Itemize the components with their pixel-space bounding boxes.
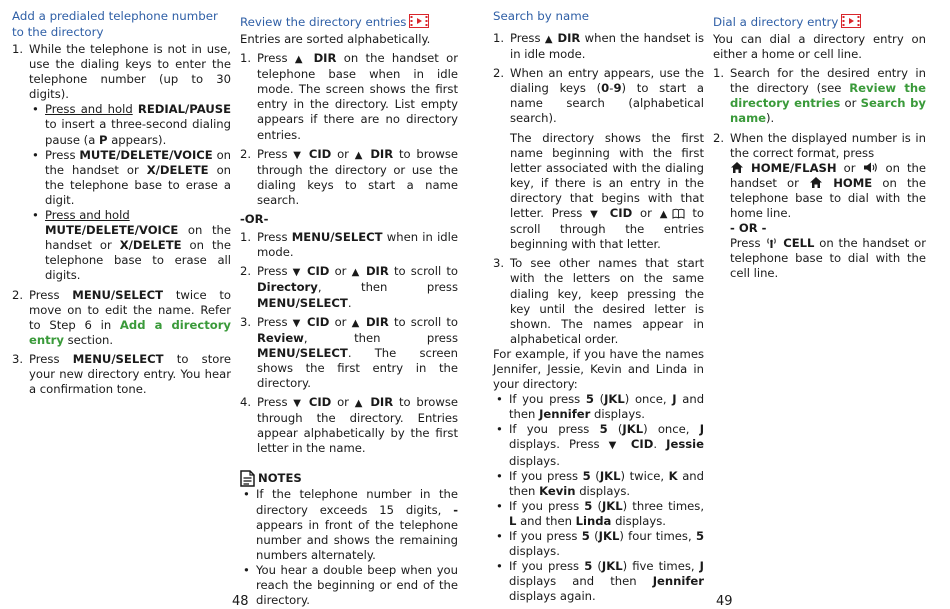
key-name: MENU/SELECT (257, 295, 348, 310)
step-text: on the handset or (730, 160, 927, 190)
down-arrow-icon: ▼ (608, 440, 622, 452)
example-5 (493, 529, 704, 559)
key-name: 5 (599, 422, 608, 437)
or-label: -OR- (240, 212, 269, 227)
key-name: CID (609, 206, 633, 221)
page-number-right: 49 (716, 594, 733, 609)
up-arrow-icon: ▲ (294, 54, 307, 66)
example-2 (493, 422, 704, 468)
key-name: JKL (622, 422, 644, 437)
step-text: To see other names that start with the letters on the same dialing key, keep pressing the key until the desired letter is shown. The names appear in alphabetical order. (510, 256, 704, 346)
letter: 5 (695, 529, 705, 543)
up-arrow-icon: ▲ (544, 34, 554, 45)
section-title-add-predialed: Add a predialed telephone number to the directory (12, 9, 218, 39)
step-1: 1. Search for the desired entry in the directory (see Review the directory entries or Search by name). (713, 66, 926, 126)
ex-text: and then (520, 513, 572, 528)
cell-instruction (730, 236, 926, 281)
cell-icon (765, 237, 778, 249)
ex-text: ( (595, 468, 600, 483)
section-title-text: Review the directory entries (240, 15, 407, 29)
step-text: to browse through the directory or use the dialing keys to start a name search. (257, 146, 459, 207)
step-text: to scroll to (393, 314, 459, 329)
ex-text: displays. (579, 483, 631, 498)
ex-text: ) three times, (622, 498, 705, 513)
key-name: DIR (557, 31, 581, 45)
step-text: , then press (317, 280, 458, 295)
review-alt-steps (240, 230, 458, 456)
phonebook-icon (672, 208, 685, 219)
step-text: . The screen shows the first entry in the directory. (257, 345, 458, 390)
note-2 (240, 563, 458, 608)
down-arrow-icon: ▼ (293, 398, 304, 410)
ex-text: and then (509, 392, 705, 422)
key-name: CID (306, 264, 330, 279)
key-name: HOME/FLASH (751, 160, 837, 175)
step-text: When an entry appears, use the dialing keys ( (510, 66, 704, 96)
step-text: or (337, 395, 349, 410)
step-text: on the telephone base to dial with the home line. (730, 175, 927, 221)
note-1 (240, 487, 458, 562)
notes-heading (240, 470, 458, 487)
step-text: on the handset or telephone base when in idle mode. The screen shows the first entry in the directory. List empty appears if there are no directory entries. (257, 51, 459, 142)
house-icon (809, 176, 823, 189)
film-icon (841, 14, 861, 28)
ex-text: ( (597, 559, 602, 574)
or-label: - OR - (730, 221, 767, 236)
step-2: 2. Press MENU/SELECT twice to move on to edit the name. Refer to Step 6 in Add a directory entry section. (12, 287, 232, 347)
ex-text: ) five times, (622, 559, 695, 574)
step-text: Search for the desired entry in the directory (see (730, 66, 926, 96)
step-text: or (843, 160, 856, 175)
step-text: when in idle mode. (257, 230, 459, 260)
search-by-name-link[interactable]: Search by name (730, 96, 926, 126)
ex-text: If you press (509, 498, 580, 513)
ex-text: ) once, (643, 422, 690, 437)
dial-steps (713, 66, 926, 281)
step-1: 1. Press ▲ DIR on the handset or telephone base when in idle mode. The screen shows the first entry in the directory. List empty appears if there are no directory entries. (240, 51, 459, 142)
key-name: CID (630, 437, 654, 452)
letter: J (699, 559, 704, 574)
key-name: MUTE/DELETE/VOICE (79, 147, 213, 162)
key-name: MENU/SELECT (72, 287, 164, 302)
step-text: , then press (303, 330, 458, 345)
section-title-search: Search by name (493, 9, 589, 23)
section-title-dial (713, 14, 926, 30)
key-name: X/DELETE (119, 238, 182, 253)
letter: K (668, 468, 678, 483)
example-3 (493, 469, 704, 499)
bullet-text: on the telephone base to erase all digits. (45, 238, 231, 283)
step-text: - (609, 81, 614, 96)
example-intro: For example, if you have the names Jennifer, Jessie, Kevin and Linda in your directory: (493, 346, 704, 392)
key-name: 5 (582, 468, 591, 483)
bullet-erase-all (29, 208, 231, 283)
ex-text: If you press (509, 468, 579, 483)
contact-name: Jennifer (652, 574, 705, 589)
step-text: Press (257, 230, 288, 245)
note-text: You hear a double beep when you reach the beginning or end of the directory. (256, 562, 458, 608)
key-name: P (99, 132, 108, 147)
key-name: HOME (833, 175, 873, 190)
ex-text: ) once, (624, 392, 667, 407)
step-text: or (334, 314, 347, 329)
ex-text: . (653, 437, 658, 452)
ex-text: ( (597, 498, 602, 513)
step-text: on the handset or telephone base to dial with the cell line. (730, 236, 926, 281)
bullet-erase-digit (29, 148, 231, 208)
page-number-left: 48 (232, 594, 249, 609)
review-entries-link[interactable]: Review the directory entries (730, 81, 926, 111)
key-name: JKL (601, 559, 623, 574)
dash-symbol: - (453, 502, 459, 517)
ex-text: displays again. (509, 589, 596, 604)
key-name: JKL (601, 498, 623, 513)
contact-name: Jessie (666, 437, 704, 452)
step-text: twice to move on to edit the name. Refer to Step 6 in (29, 287, 232, 332)
bullet-text: on the handset or (45, 223, 232, 253)
speaker-icon (863, 161, 879, 174)
up-arrow-icon: ▲ (354, 149, 365, 161)
notes-label: NOTES (258, 471, 302, 486)
step-text: to scroll to (393, 264, 459, 279)
step-3: 3. To see other names that start with the letters on the same dialing key, keep pressing the key until the desired letter is shown. The names appear in alphabetical order. (493, 256, 704, 346)
step-text: Press (257, 264, 288, 279)
ex-text: ( (594, 529, 599, 543)
key-name: DIR (370, 395, 394, 410)
step-text: Press (257, 314, 288, 329)
key-name: 5 (584, 498, 593, 513)
key-name: CELL (783, 236, 815, 251)
letter: J (672, 392, 677, 407)
column-dial (713, 14, 926, 286)
review-steps (240, 51, 458, 208)
key-name: JKL (604, 392, 625, 407)
key-name: MUTE/DELETE/VOICE (45, 223, 179, 238)
key-name: JKL (599, 468, 621, 483)
contact-name: Jennifer (539, 407, 591, 422)
key-name: REDIAL/PAUSE (137, 102, 232, 117)
ex-text: displays and then (509, 574, 637, 589)
alt-step-2: 2. Press ▼ CID or ▲ DIR to scroll to Directory, then press MENU/SELECT. (240, 264, 459, 310)
bullet-text: appears). (111, 132, 167, 147)
ex-text: If you press (509, 422, 590, 437)
example-list (493, 392, 704, 604)
down-arrow-icon: ▼ (590, 209, 602, 221)
down-arrow-icon: ▼ (292, 267, 302, 279)
key-name: CID (306, 314, 330, 329)
menu-item-name: Review (257, 330, 304, 345)
key-name: MENU/SELECT (72, 351, 164, 366)
step-2: 2. When an entry appears, use the dialing keys (0-9) to start a name search (alphabetical search). The directory shows the first name beginning with the first letter associated with the dialing key, if there is an entry in the directory that begins with that letter. Press ▼ CID or ▲ to scroll through the entries beginning with that letter. (493, 66, 704, 252)
ex-text: ) four times, (619, 529, 692, 543)
add-entry-link[interactable]: Add a directory entry (29, 317, 231, 347)
step-text: Press (510, 31, 541, 45)
notes-list (240, 487, 458, 608)
notes-icon (240, 470, 255, 487)
step-2: 2. When the displayed number is in the correct format, press HOME/FLASH or on the handset or HOME on the telephone base to dial with the home line. - OR - Press CELL on the handset or telephone base to dial with the cell line. (713, 130, 927, 281)
key-name: DIR (370, 146, 394, 161)
para-text: to scroll through the entries beginning with that letter. (510, 206, 704, 252)
down-arrow-icon: ▼ (293, 149, 304, 161)
step-text: to store your new directory entry. You hear a confirmation tone. (29, 351, 231, 397)
ex-text: ( (599, 392, 605, 407)
para-text: The directory shows the first name beginning with the first letter associated with the dialing key, if there is an entry in the directory that begins with that letter. Press (510, 130, 704, 221)
up-arrow-icon: ▲ (659, 209, 672, 221)
ex-text: displays. Press (509, 437, 600, 452)
step-1: 1. Press ▲ DIR when the handset is in idle mode. (493, 31, 705, 62)
bullet-text: Press (45, 147, 76, 162)
add-predialed-steps (12, 42, 231, 397)
step-text: . (347, 295, 352, 310)
alt-step-3: 3. Press ▼ CID or ▲ DIR to scroll to Review, then press MENU/SELECT. The screen shows the first entry in the directory. (240, 314, 459, 390)
dial-intro: You can dial a directory entry on either a home or cell line. (713, 32, 926, 62)
column-review (240, 14, 458, 608)
letter: J (699, 422, 705, 437)
step-text: when the handset is in idle mode. (510, 31, 705, 62)
step-1: 1. While the telephone is not in use, use the dialing keys to enter the telephone number (up to 30 digits). • Press and hold REDIAL/PAUSE to insert a three-second dialing pause (a P appears). • Press MUTE/DELETE/VOICE on the handset or X/DELETE on the telephone base to erase a digit. • Press and hold MUTE/DELETE/VOICE on the handset or X/DELETE on the telephone base to erase all digits. (12, 42, 231, 284)
menu-item-name: Directory (257, 280, 318, 295)
key-name: CID (308, 146, 332, 161)
step-text: ) to start a name search (alphabetical search). (510, 81, 704, 126)
example-1 (493, 392, 704, 422)
key-name: 9 (613, 81, 622, 96)
step-text: ). (766, 111, 775, 126)
up-arrow-icon: ▲ (354, 398, 365, 410)
contact-name: Kevin (539, 483, 576, 498)
bullet-text: Press and hold (45, 102, 133, 117)
step-text: Press (730, 236, 761, 251)
column-search (493, 8, 704, 604)
step-text: section. (67, 332, 114, 347)
alt-step-4: 4. Press ▼ CID or ▲ DIR to browse through the directory. Entries appear alphabetically by the first letter in the name. (240, 395, 459, 456)
column-add-predialed (12, 8, 231, 401)
search-steps (493, 31, 704, 347)
ex-text: If you press (509, 529, 578, 543)
house-icon (730, 161, 744, 174)
key-name: JKL (598, 529, 620, 543)
note-text: If the telephone number in the directory exceeds 15 digits, (256, 487, 458, 517)
key-name: MENU/SELECT (257, 345, 348, 360)
step-text: While the telephone is not in use, use the dialing keys to enter the telephone number (up to 30 digits). (29, 42, 231, 102)
key-name: DIR (313, 51, 337, 66)
bullet-text: on the telephone base to erase a digit. (45, 162, 232, 207)
search-paragraph (510, 131, 704, 253)
step-2: 2. Press ▼ CID or ▲ DIR to browse through the directory or use the dialing keys to start a name search. (240, 146, 459, 207)
ex-text: displays. (594, 407, 645, 422)
ex-text: ) twice, (620, 468, 665, 483)
step-text: Press (257, 146, 288, 161)
contact-name: Linda (575, 513, 612, 528)
letter: L (509, 513, 517, 528)
example-4 (493, 499, 704, 529)
step-text: to browse through the directory. Entries appear alphabetically by the first letter in the name. (257, 395, 459, 456)
key-name: DIR (365, 264, 389, 279)
ex-text: displays. (509, 453, 560, 468)
key-name: MENU/SELECT (291, 230, 383, 245)
ex-text: displays. (509, 544, 560, 559)
step-text: Press (29, 351, 60, 366)
up-arrow-icon: ▲ (351, 317, 361, 329)
up-arrow-icon: ▲ (351, 267, 361, 279)
alt-step-1: 1. Press MENU/SELECT when in idle mode. (240, 230, 459, 260)
step-text: Press (257, 51, 288, 66)
step-text: or (337, 146, 349, 161)
key-name: 0 (601, 81, 610, 96)
bullet-pause (29, 102, 231, 147)
ex-text: ( (617, 422, 623, 437)
bullet-text: Press and hold (45, 208, 130, 223)
key-name: X/DELETE (146, 162, 209, 177)
down-arrow-icon: ▼ (292, 317, 302, 329)
key-name: 5 (584, 559, 593, 574)
key-name: 5 (585, 392, 594, 407)
review-intro: Entries are sorted alphabetically. (240, 32, 431, 46)
para-text: or (640, 206, 652, 221)
key-name: DIR (365, 314, 389, 329)
ex-text: and then (509, 468, 704, 498)
key-name: CID (308, 395, 332, 410)
sub-bullets (29, 102, 231, 283)
ex-text: If you press (509, 392, 581, 407)
example-6 (493, 559, 704, 604)
step-text: Press (29, 287, 60, 302)
step-text: or (844, 96, 857, 111)
section-title-review (240, 14, 458, 30)
step-text: or (334, 264, 347, 279)
bullet-text: on the handset or (45, 147, 232, 177)
film-icon (409, 14, 429, 28)
section-title-text: Dial a directory entry (713, 15, 839, 29)
ex-text: If you press (509, 559, 580, 574)
ex-text: displays. (615, 513, 666, 528)
step-text: When the displayed number is in the correct format, press (730, 130, 926, 160)
bullet-text: to insert a three-second dialing pause (a (45, 117, 231, 147)
key-name: 5 (581, 529, 590, 543)
step-text: Press (257, 395, 288, 410)
step-3: 3. Press MENU/SELECT to store your new directory entry. You hear a confirmation tone. (12, 351, 231, 397)
note-text: appears in front of the telephone number and shows the remaining numbers alternately. (256, 517, 458, 562)
